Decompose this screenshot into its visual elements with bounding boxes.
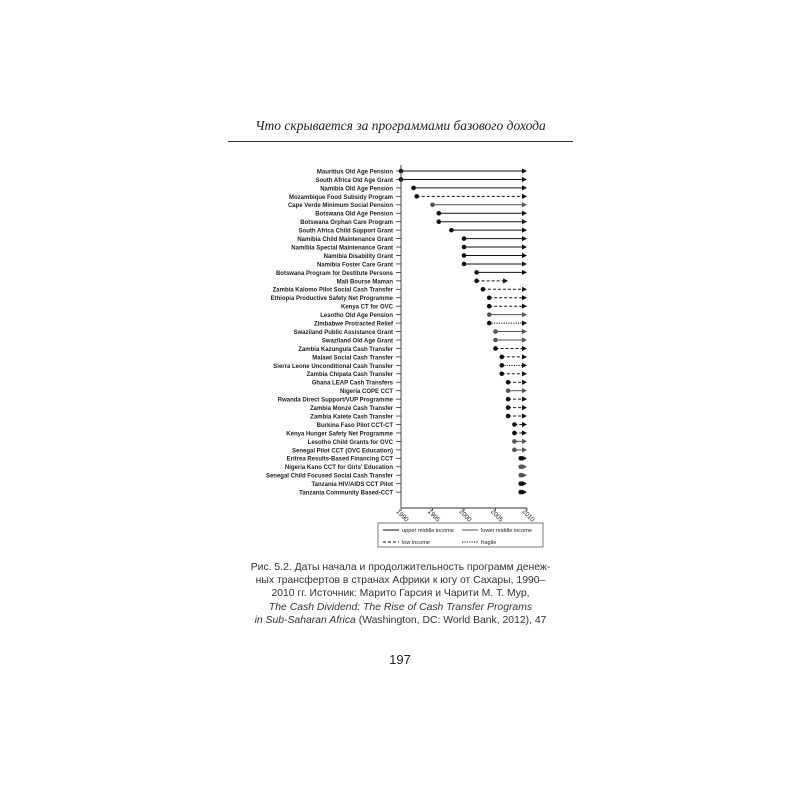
program-label: Zambia Chipata Cash Transfer xyxy=(306,372,393,379)
program-row xyxy=(322,337,527,344)
program-row xyxy=(298,346,527,353)
program-label: Namibia Special Maintenance Grant xyxy=(291,245,393,252)
program-row xyxy=(299,228,527,235)
arrow-head xyxy=(522,422,527,427)
start-marker xyxy=(512,448,517,453)
program-label: Tanzania Community Based-CCT xyxy=(299,490,393,497)
program-label: Nigeria COPE CCT xyxy=(339,389,393,396)
x-tick-label: 2000 xyxy=(457,508,473,524)
arrow-head xyxy=(522,405,527,410)
arrow-head xyxy=(522,185,527,190)
legend-label: fragile xyxy=(481,540,497,546)
start-marker xyxy=(487,304,492,309)
arrow-head xyxy=(522,236,527,241)
arrow-head xyxy=(522,304,527,309)
program-row xyxy=(317,168,527,175)
program-label: Senegal Child Focused Social Cash Transfer xyxy=(265,473,393,480)
start-marker xyxy=(500,363,505,368)
arrow-head xyxy=(522,329,527,334)
start-marker xyxy=(462,236,467,241)
start-marker xyxy=(462,253,467,258)
caption-line-4: The Cash Dividend: The Rise of Cash Transfer Programs xyxy=(268,601,533,613)
start-marker xyxy=(493,338,498,343)
program-row xyxy=(320,312,527,319)
program-row xyxy=(337,278,508,285)
program-label: Zambia Katete Cash Transfer xyxy=(310,414,393,421)
program-row xyxy=(299,490,527,497)
arrow-head xyxy=(522,321,527,326)
caption-source-title: in Sub-Saharan Africa xyxy=(254,614,356,626)
program-label: Namibia Old Age Pension xyxy=(320,186,393,193)
program-row xyxy=(314,321,527,328)
arrow-head xyxy=(522,177,527,182)
program-label: Zambia Kalomo Pilot Social Cash Transfer xyxy=(272,287,393,294)
x-tick-label: 1990 xyxy=(394,508,410,524)
program-label: Ghana LEAP Cash Transfers xyxy=(311,380,393,387)
program-label: Zambia Monze Cash Transfer xyxy=(309,406,393,412)
program-row xyxy=(291,244,527,251)
legend-label: lower middle income xyxy=(481,528,532,534)
start-marker xyxy=(518,464,523,469)
program-label: Cape Verde Minimum Social Pension xyxy=(287,203,393,210)
arrow-head xyxy=(522,253,527,258)
x-tick-label: 1995 xyxy=(425,508,442,524)
start-marker xyxy=(518,481,523,486)
program-label: Namibia Disability Grant xyxy=(323,253,393,260)
program-row xyxy=(308,439,527,446)
start-marker xyxy=(462,262,467,267)
arrow-head xyxy=(522,202,527,207)
program-label: Tanzania HIV/AIDS CCT Pilot xyxy=(311,482,393,489)
program-label: South Africa Child Support Grant xyxy=(298,228,393,235)
start-marker xyxy=(500,372,505,377)
program-label: Mozambique Food Subsidy Program xyxy=(288,194,393,201)
program-row xyxy=(285,464,527,471)
program-label: Sierra Leone Unconditional Cash Transfer xyxy=(273,363,393,370)
program-row xyxy=(307,371,527,378)
arrow-head xyxy=(522,168,527,173)
start-marker xyxy=(506,388,511,393)
program-row xyxy=(310,413,527,420)
program-row xyxy=(292,447,527,454)
x-axis xyxy=(394,165,535,524)
program-row xyxy=(278,397,527,404)
caption-line-1: Рис. 5.2. Даты начала и продолжительность программ денеж- xyxy=(250,562,551,573)
start-marker xyxy=(487,321,492,326)
start-marker xyxy=(414,194,419,199)
program-label: Nigeria Kano CCT for Girls' Education xyxy=(284,465,393,472)
program-row xyxy=(273,287,527,294)
program-row xyxy=(317,261,527,268)
start-marker xyxy=(506,380,511,385)
program-label: Lesotho Old Age Pension xyxy=(320,313,393,320)
x-tick-label: 2005 xyxy=(488,508,505,524)
start-marker xyxy=(487,312,492,317)
arrow-head xyxy=(522,447,527,452)
program-label: Zambia Kazungula Cash Transfer xyxy=(298,346,393,353)
program-row xyxy=(340,388,527,395)
program-label: South Africa Old Age Grant xyxy=(315,177,393,184)
program-row xyxy=(312,354,527,361)
arrow-head xyxy=(522,295,527,300)
program-row xyxy=(273,363,527,370)
program-row xyxy=(276,270,527,277)
program-label: Botswana Program for Destitute Persons xyxy=(275,270,393,277)
program-row xyxy=(266,473,527,480)
start-marker xyxy=(474,279,479,284)
running-head: Что скрывается за программами базового дохода xyxy=(255,118,546,133)
program-label: Swaziland Old Age Grant xyxy=(321,338,393,345)
start-marker xyxy=(518,473,523,478)
arrow-head xyxy=(522,413,527,418)
program-row xyxy=(288,202,527,209)
program-label: Swaziland Public Assistance Grant xyxy=(293,329,393,336)
program-label: Burkina Faso Pilot CCT-CT xyxy=(316,422,393,429)
program-row xyxy=(324,253,527,260)
arrow-head xyxy=(522,211,527,216)
program-row xyxy=(294,329,527,336)
program-row xyxy=(317,422,527,429)
program-label: Kenya Hunger Safety Net Programme xyxy=(286,431,393,438)
program-label: Zimbabwe Protracted Relief xyxy=(313,321,393,328)
program-label: Namibia Child Maintenance Grant xyxy=(297,237,393,243)
arrow-head xyxy=(522,430,527,435)
legend xyxy=(378,523,543,547)
arrow-head xyxy=(522,312,527,317)
figure-caption xyxy=(228,561,573,627)
program-label: Botswana Orphan Care Program xyxy=(300,220,393,227)
program-label: Mali Bourse Maman xyxy=(336,279,393,286)
arrow-head xyxy=(522,337,527,342)
program-row xyxy=(287,456,527,463)
caption-line-3: 2010 гг. Источник: Марито Гарсия и Чарити М. Т. Мур, xyxy=(271,588,530,600)
program-row xyxy=(341,304,527,311)
start-marker xyxy=(411,186,416,191)
program-row xyxy=(320,185,527,192)
start-marker xyxy=(506,405,511,410)
program-row xyxy=(315,177,527,184)
start-marker xyxy=(437,219,442,224)
legend-label: low income xyxy=(402,540,430,546)
start-marker xyxy=(512,439,517,444)
start-marker xyxy=(474,270,479,275)
program-label: Ethiopia Productive Safety Net Programme xyxy=(270,296,393,303)
start-marker xyxy=(493,329,498,334)
arrow-head xyxy=(522,439,527,444)
start-marker xyxy=(506,414,511,419)
arrow-head xyxy=(522,219,527,224)
program-row xyxy=(315,211,527,218)
program-label: Rwanda Direct Support/VUP Programme xyxy=(277,397,393,404)
program-row xyxy=(297,236,527,243)
caption-line-5 xyxy=(228,614,573,627)
x-tick-label: 2010 xyxy=(520,508,536,524)
arrow-head xyxy=(522,363,527,368)
program-label: Lesotho Child Grants for OVC xyxy=(307,439,393,446)
arrow-head xyxy=(522,244,527,249)
arrow-head xyxy=(522,261,527,266)
program-label: Botswana Old Age Pension xyxy=(315,211,393,218)
arrow-head xyxy=(522,287,527,292)
program-label: Kenya CT for OVC xyxy=(340,304,393,311)
arrow-head xyxy=(522,380,527,385)
program-label: Malawi Social Cash Transfer xyxy=(312,355,393,362)
program-label: Senegal Pilot CCT (OVC Education) xyxy=(291,448,393,455)
start-marker xyxy=(487,295,492,300)
start-marker xyxy=(512,431,517,436)
arrow-head xyxy=(522,228,527,233)
arrow-head xyxy=(522,371,527,376)
arrow-head xyxy=(503,278,508,283)
start-marker xyxy=(512,422,517,427)
program-rows xyxy=(266,168,527,496)
program-label: Mauritius Old Age Pension xyxy=(316,169,393,176)
arrow-head xyxy=(522,194,527,199)
arrow-head xyxy=(522,388,527,393)
start-marker xyxy=(449,228,454,233)
start-marker xyxy=(518,490,523,495)
arrow-head xyxy=(522,354,527,359)
start-marker xyxy=(437,211,442,216)
page-number: 197 xyxy=(389,652,411,667)
caption-source-rest: (Washington, DC: World Bank, 2012), 47 xyxy=(355,614,547,626)
start-marker xyxy=(500,355,505,360)
start-marker xyxy=(493,346,498,351)
start-marker xyxy=(518,456,523,461)
program-label: Eritrea Results-Based Financing CCT xyxy=(286,456,393,463)
program-row xyxy=(286,430,527,437)
start-marker xyxy=(481,287,486,292)
start-marker xyxy=(430,203,435,208)
arrow-head xyxy=(522,397,527,402)
program-row xyxy=(312,380,527,387)
program-row xyxy=(300,219,527,226)
arrow-head xyxy=(522,270,527,275)
program-row xyxy=(310,405,527,412)
program-row xyxy=(311,481,527,488)
start-marker xyxy=(462,245,467,250)
program-row xyxy=(289,194,527,201)
program-label: Namibia Foster Care Grant xyxy=(316,262,393,269)
arrow-head xyxy=(522,346,527,351)
program-row xyxy=(271,295,527,302)
caption-line-2: ных трансфертов в странах Африки к югу от Сахары, 1990– xyxy=(255,575,546,587)
legend-label: upper middle income xyxy=(402,528,454,534)
start-marker xyxy=(506,397,511,402)
